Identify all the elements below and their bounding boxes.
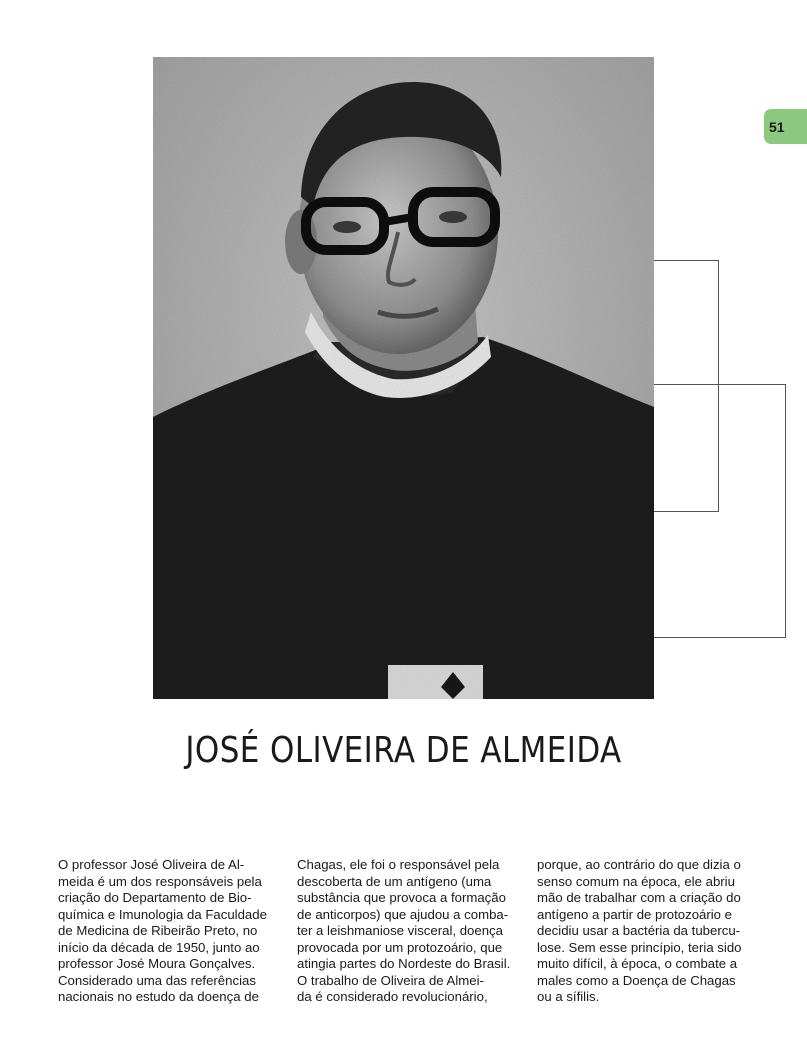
portrait-photo (153, 57, 654, 699)
text-line: Chagas, ele foi o responsável pela (297, 857, 500, 872)
text-line: ou a sífilis. (537, 989, 600, 1004)
page-number: 51 (769, 118, 785, 135)
text-line: Considerado uma das referências (58, 972, 256, 988)
text-line: meida é um dos responsáveis pela (58, 873, 262, 889)
text-line: criação do Departamento de Bio- (58, 890, 252, 905)
text-line: de anticorpos) que ajudou a comba- (297, 906, 509, 922)
text-column-1 (58, 857, 276, 1006)
text-line: da é considerado revolucionário, (297, 989, 488, 1004)
text-line: provocada por um protozoário, que (297, 939, 503, 955)
portrait-illustration (153, 57, 654, 699)
text-line: química e Imunologia da Faculdade (58, 906, 267, 922)
text-line: substância que provoca a formação (297, 890, 506, 905)
text-column-2 (297, 857, 515, 1006)
text-line: O trabalho de Oliveira de Almei- (297, 972, 484, 988)
text-line: senso comum na época, ele abriu (537, 873, 735, 889)
text-line: professor José Moura Gonçalves. (58, 956, 256, 971)
text-line: porque, ao contrário do que dizia o (537, 857, 741, 872)
text-line: O professor José Oliveira de Al- (58, 857, 245, 872)
text-line: atingia partes do Nordeste do Brasil. (297, 956, 511, 971)
text-line: males como a Doença de Chagas (537, 972, 736, 988)
text-line: início da década de 1950, junto ao (58, 939, 260, 955)
page-number-tab (764, 109, 807, 144)
text-line: descoberta de um antígeno (uma (297, 873, 492, 889)
text-line: lose. Sem esse princípio, teria sido (537, 939, 742, 955)
text-line: muito difícil, à época, o combate a (537, 956, 738, 971)
text-line: antígeno a partir de protozoário e (537, 906, 733, 922)
text-line: ter a leishmaniose visceral, doença (297, 923, 503, 938)
decorative-frame-line (654, 384, 786, 638)
text-line: nacionais no estudo da doença de (58, 989, 259, 1004)
text-line: de Medicina de Ribeirão Preto, no (58, 923, 258, 938)
article-title: JOSÉ OLIVEIRA DE ALMEIDA (185, 730, 622, 771)
text-line: decidiu usar a bactéria da tubercu- (537, 923, 741, 938)
text-line: mão de trabalhar com a criação do (537, 890, 741, 905)
text-column-3 (537, 857, 755, 1006)
